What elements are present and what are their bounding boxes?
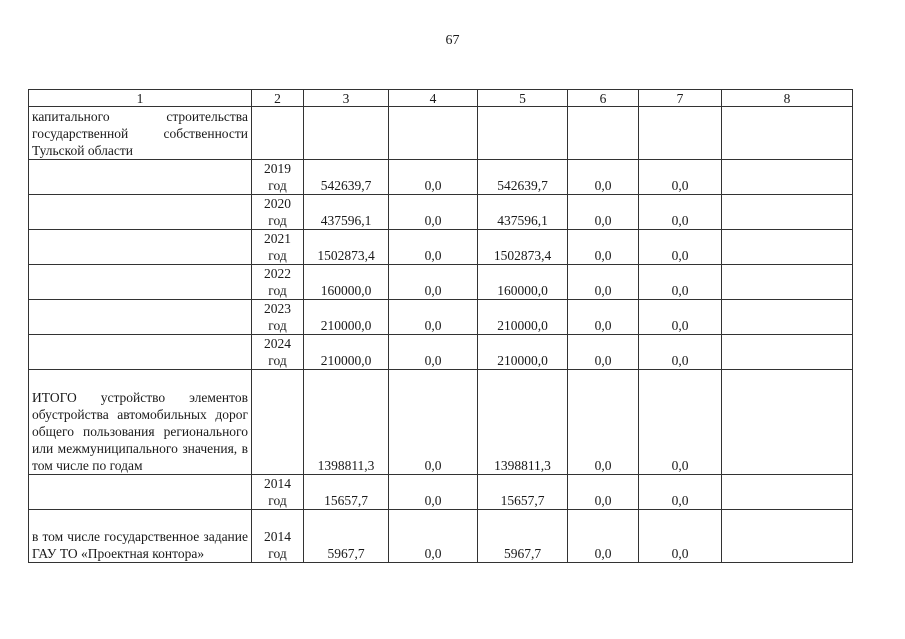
value-col3: 437596,1 bbox=[304, 195, 389, 230]
table-row bbox=[29, 510, 853, 563]
year-value: 2014 bbox=[264, 529, 291, 544]
year-value: 2022 bbox=[264, 266, 291, 281]
value-col7: 0,0 bbox=[639, 300, 722, 335]
value-col5 bbox=[478, 107, 568, 160]
row-description bbox=[29, 265, 252, 300]
value-col3: 210000,0 bbox=[304, 335, 389, 370]
value-col7: 0,0 bbox=[639, 160, 722, 195]
column-header: 7 bbox=[639, 90, 722, 107]
value-col6: 0,0 bbox=[568, 230, 639, 265]
year-value: 2014 bbox=[264, 476, 291, 491]
row-description bbox=[29, 300, 252, 335]
table-row bbox=[29, 475, 853, 510]
value-col7 bbox=[639, 107, 722, 160]
year-cell bbox=[252, 195, 304, 230]
column-header: 4 bbox=[389, 90, 478, 107]
value-col8 bbox=[722, 160, 853, 195]
value-col8 bbox=[722, 335, 853, 370]
table-row bbox=[29, 107, 853, 160]
value-col6: 0,0 bbox=[568, 370, 639, 475]
value-col6: 0,0 bbox=[568, 510, 639, 563]
table-row-total bbox=[29, 370, 853, 475]
row-description bbox=[29, 230, 252, 265]
value-col6: 0,0 bbox=[568, 265, 639, 300]
value-col4: 0,0 bbox=[389, 265, 478, 300]
value-col5: 15657,7 bbox=[478, 475, 568, 510]
column-header: 2 bbox=[252, 90, 304, 107]
row-description bbox=[29, 475, 252, 510]
value-col6: 0,0 bbox=[568, 195, 639, 230]
value-col4: 0,0 bbox=[389, 475, 478, 510]
year-unit: год bbox=[268, 493, 287, 508]
year-value: 2021 bbox=[264, 231, 291, 246]
value-col7: 0,0 bbox=[639, 265, 722, 300]
value-col7: 0,0 bbox=[639, 230, 722, 265]
value-col6: 0,0 bbox=[568, 300, 639, 335]
value-col5: 542639,7 bbox=[478, 160, 568, 195]
year-cell bbox=[252, 510, 304, 563]
value-col7: 0,0 bbox=[639, 195, 722, 230]
row-description: капитального строительства государственной собственности Тульской области bbox=[29, 107, 252, 160]
value-col8 bbox=[722, 370, 853, 475]
year-cell bbox=[252, 160, 304, 195]
year-value: 2023 bbox=[264, 301, 291, 316]
value-col6: 0,0 bbox=[568, 335, 639, 370]
year-cell bbox=[252, 475, 304, 510]
year-cell bbox=[252, 335, 304, 370]
value-col4: 0,0 bbox=[389, 195, 478, 230]
value-col4: 0,0 bbox=[389, 160, 478, 195]
value-col5: 437596,1 bbox=[478, 195, 568, 230]
table-row bbox=[29, 195, 853, 230]
column-header: 3 bbox=[304, 90, 389, 107]
value-col4 bbox=[389, 107, 478, 160]
year-value: 2020 bbox=[264, 196, 291, 211]
table-row bbox=[29, 160, 853, 195]
value-col3: 210000,0 bbox=[304, 300, 389, 335]
row-description bbox=[29, 160, 252, 195]
value-col5: 210000,0 bbox=[478, 300, 568, 335]
value-col4: 0,0 bbox=[389, 335, 478, 370]
value-col3: 1398811,3 bbox=[304, 370, 389, 475]
year-unit: год bbox=[268, 178, 287, 193]
column-header: 8 bbox=[722, 90, 853, 107]
value-col8 bbox=[722, 300, 853, 335]
value-col7: 0,0 bbox=[639, 475, 722, 510]
table-row bbox=[29, 265, 853, 300]
page-number: 67 bbox=[445, 33, 460, 48]
table-row bbox=[29, 230, 853, 265]
value-col7: 0,0 bbox=[639, 335, 722, 370]
year-cell bbox=[252, 107, 304, 160]
year-unit: год bbox=[268, 213, 287, 228]
value-col8 bbox=[722, 475, 853, 510]
value-col6 bbox=[568, 107, 639, 160]
year-unit: год bbox=[268, 353, 287, 368]
value-col5: 1502873,4 bbox=[478, 230, 568, 265]
value-col3: 160000,0 bbox=[304, 265, 389, 300]
row-description: в том числе государственное задание ГАУ ТО «Проектная контора» bbox=[29, 510, 252, 563]
row-description bbox=[29, 195, 252, 230]
value-col8 bbox=[722, 265, 853, 300]
year-cell bbox=[252, 265, 304, 300]
value-col5: 1398811,3 bbox=[478, 370, 568, 475]
year-value: 2019 bbox=[264, 161, 291, 176]
year-unit: год bbox=[268, 546, 287, 561]
value-col5: 160000,0 bbox=[478, 265, 568, 300]
row-description bbox=[29, 335, 252, 370]
value-col6: 0,0 bbox=[568, 475, 639, 510]
value-col7: 0,0 bbox=[639, 510, 722, 563]
value-col4: 0,0 bbox=[389, 230, 478, 265]
column-header: 1 bbox=[29, 90, 252, 107]
value-col3: 542639,7 bbox=[304, 160, 389, 195]
value-col8 bbox=[722, 195, 853, 230]
year-cell bbox=[252, 370, 304, 475]
row-description: ИТОГО устройство элементов обустройства автомобильных дорог общего пользования регионального или межмуниципального значения, в том числе по годам bbox=[29, 370, 252, 475]
value-col3: 15657,7 bbox=[304, 475, 389, 510]
value-col4: 0,0 bbox=[389, 510, 478, 563]
table-row bbox=[29, 300, 853, 335]
table-row bbox=[29, 335, 853, 370]
year-value: 2024 bbox=[264, 336, 291, 351]
year-unit: год bbox=[268, 248, 287, 263]
value-col4: 0,0 bbox=[389, 300, 478, 335]
value-col8 bbox=[722, 510, 853, 563]
value-col6: 0,0 bbox=[568, 160, 639, 195]
value-col3: 5967,7 bbox=[304, 510, 389, 563]
budget-table bbox=[28, 89, 853, 563]
year-unit: год bbox=[268, 283, 287, 298]
year-cell bbox=[252, 300, 304, 335]
value-col7: 0,0 bbox=[639, 370, 722, 475]
header-row bbox=[29, 90, 853, 107]
value-col5: 210000,0 bbox=[478, 335, 568, 370]
value-col5: 5967,7 bbox=[478, 510, 568, 563]
value-col8 bbox=[722, 230, 853, 265]
value-col3: 1502873,4 bbox=[304, 230, 389, 265]
value-col4: 0,0 bbox=[389, 370, 478, 475]
year-cell bbox=[252, 230, 304, 265]
year-unit: год bbox=[268, 318, 287, 333]
column-header: 6 bbox=[568, 90, 639, 107]
value-col8 bbox=[722, 107, 853, 160]
value-col3 bbox=[304, 107, 389, 160]
column-header: 5 bbox=[478, 90, 568, 107]
